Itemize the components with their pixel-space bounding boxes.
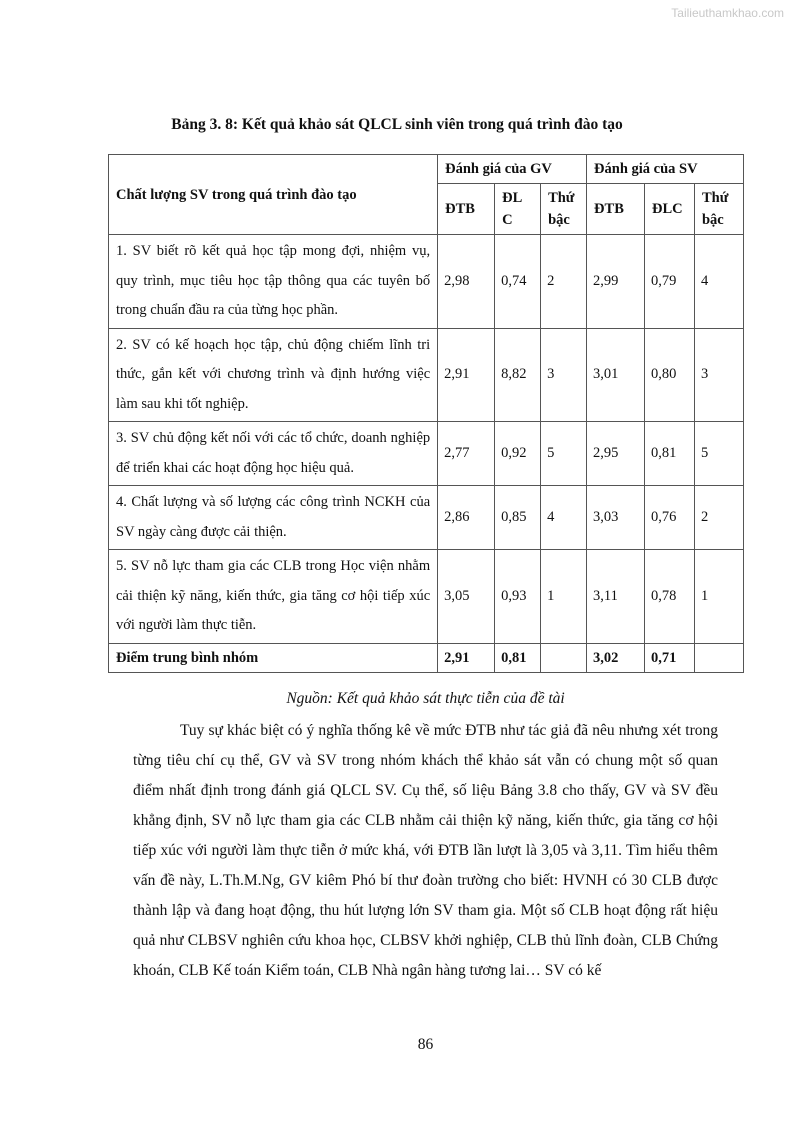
sv-rank-cell: 2 <box>694 486 743 550</box>
sv-rank-cell: 1 <box>694 550 743 644</box>
gv-dlc-total: 0,81 <box>495 643 541 672</box>
gv-dtb-cell: 2,91 <box>438 328 495 422</box>
sv-dtb-total: 3,02 <box>587 643 645 672</box>
sv-dlc-cell: 0,78 <box>645 550 695 644</box>
gv-rank-cell: 4 <box>541 486 587 550</box>
sv-dlc-cell: 0,79 <box>645 235 695 329</box>
criterion-cell: 5. SV nỗ lực tham gia các CLB trong Học viện nhằm cải thiện kỹ năng, kiến thức, gia tăng cơ hội tiếp xúc với người làm thực tiễn. <box>109 550 438 644</box>
sv-rank-cell: 3 <box>694 328 743 422</box>
gv-rank-cell: 1 <box>541 550 587 644</box>
gv-dtb-cell: 2,77 <box>438 422 495 486</box>
sv-dtb-cell: 2,95 <box>587 422 645 486</box>
sv-dtb-cell: 2,99 <box>587 235 645 329</box>
table-row <box>109 328 744 422</box>
gv-group-header: Đánh giá của GV <box>438 155 587 184</box>
table-row <box>109 550 744 644</box>
gv-rank-header: Thứ bậc <box>541 184 587 235</box>
sv-dtb-header: ĐTB <box>587 184 645 235</box>
gv-rank-cell: 2 <box>541 235 587 329</box>
gv-rank-cell: 3 <box>541 328 587 422</box>
gv-dlc-cell: 0,85 <box>495 486 541 550</box>
table-source-note: Nguồn: Kết quả khảo sát thực tiễn của đề tài <box>286 690 565 707</box>
gv-dtb-cell: 3,05 <box>438 550 495 644</box>
sv-rank-header: Thứ bậc <box>694 184 743 235</box>
total-label: Điểm trung bình nhóm <box>109 643 438 672</box>
gv-rank-cell: 5 <box>541 422 587 486</box>
sv-dlc-header: ĐLC <box>645 184 695 235</box>
table-row <box>109 486 744 550</box>
sv-dtb-cell: 3,03 <box>587 486 645 550</box>
sv-dtb-cell: 3,01 <box>587 328 645 422</box>
watermark: Tailieuthamkhao.com <box>671 6 784 20</box>
gv-dtb-header: ĐTB <box>438 184 495 235</box>
criterion-cell: 2. SV có kế hoạch học tập, chủ động chiếm lĩnh tri thức, gắn kết với chương trình và định hướng việc làm sau khi tốt nghiệp. <box>109 328 438 422</box>
gv-dlc-header: ĐL C <box>495 184 541 235</box>
sv-dlc-cell: 0,81 <box>645 422 695 486</box>
sv-rank-cell: 4 <box>694 235 743 329</box>
gv-dlc-cell: 0,74 <box>495 235 541 329</box>
sv-dtb-cell: 3,11 <box>587 550 645 644</box>
sv-dlc-total: 0,71 <box>645 643 695 672</box>
table-row <box>109 422 744 486</box>
criterion-cell: 1. SV biết rõ kết quả học tập mong đợi, nhiệm vụ, quy trình, mục tiêu học tập thông qua các tuyên bố trong chuẩn đầu ra của từng học phần. <box>109 235 438 329</box>
survey-results-table <box>108 154 744 673</box>
criterion-cell: 3. SV chủ động kết nối với các tổ chức, doanh nghiệp để triển khai các hoạt động học hiệu quả. <box>109 422 438 486</box>
gv-dtb-total: 2,91 <box>438 643 495 672</box>
table-caption: Bảng 3. 8: Kết quả khảo sát QLCL sinh viên trong quá trình đào tạo <box>171 116 623 133</box>
page-number: 86 <box>417 1036 434 1053</box>
gv-rank-total <box>541 643 587 672</box>
sv-rank-total <box>694 643 743 672</box>
gv-dlc-cell: 8,82 <box>495 328 541 422</box>
gv-dtb-cell: 2,86 <box>438 486 495 550</box>
gv-dtb-cell: 2,98 <box>438 235 495 329</box>
criteria-header: Chất lượng SV trong quá trình đào tạo <box>109 155 438 235</box>
sv-dlc-cell: 0,76 <box>645 486 695 550</box>
gv-dlc-cell: 0,92 <box>495 422 541 486</box>
gv-dlc-cell: 0,93 <box>495 550 541 644</box>
sv-rank-cell: 5 <box>694 422 743 486</box>
sv-group-header: Đánh giá của SV <box>587 155 744 184</box>
body-paragraph: Tuy sự khác biệt có ý nghĩa thống kê về mức ĐTB như tác giả đã nêu nhưng xét trong từng tiêu chí cụ thể, GV và SV trong nhóm khách thể khảo sát vẫn có chung một số quan điểm nhất định trong đánh giá QLCL SV. Cụ thể, số liệu Bảng 3.8 cho thấy, GV và SV đều khẳng định, SV nỗ lực tham gia các CLB nhằm cải thiện kỹ năng, kiến thức, gia tăng cơ hội tiếp xúc với người làm thực tiễn ở mức khá, với ĐTB lần lượt là 3,05 và 3,11. Tìm hiểu thêm vấn đề này, L.Th.M.Ng, GV kiêm Phó bí thư đoàn trường cho biết: HVNH có 30 CLB được thành lập và đang hoạt động, thu hút lượng lớn SV tham gia. Một số CLB hoạt động rất hiệu quả như CLBSV nghiên cứu khoa học, CLBSV khởi nghiệp, CLB thủ lĩnh đoàn, CLB Chứng khoán, CLB Kế toán Kiểm toán, CLB Nhà ngân hàng tương lai… SV có kế <box>133 722 718 979</box>
table-row <box>109 235 744 329</box>
total-row <box>109 643 744 672</box>
sv-dlc-cell: 0,80 <box>645 328 695 422</box>
criterion-cell: 4. Chất lượng và số lượng các công trình NCKH của SV ngày càng được cải thiện. <box>109 486 438 550</box>
